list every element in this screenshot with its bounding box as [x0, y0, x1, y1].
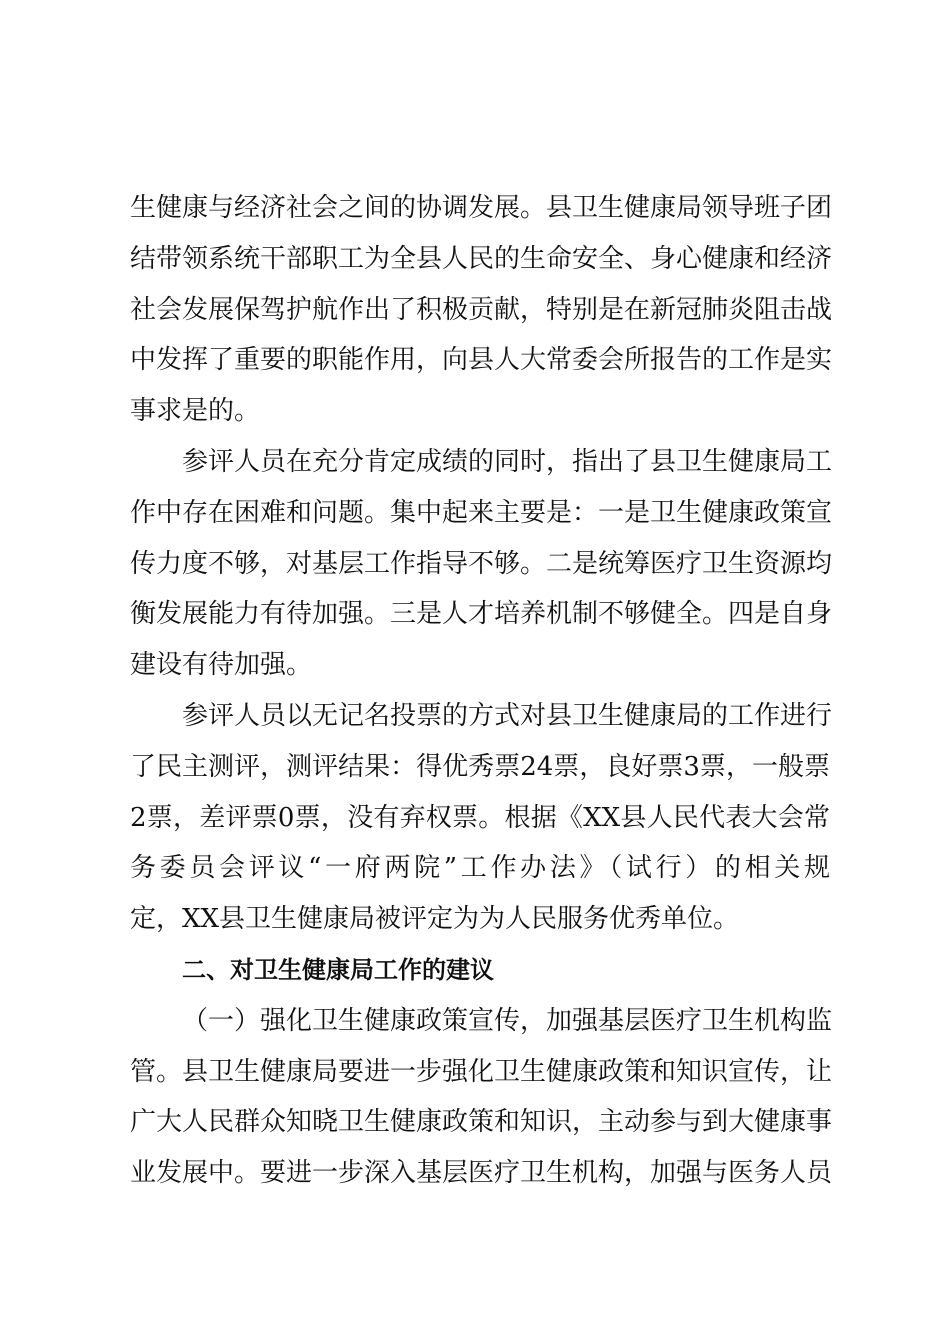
text-line: 社会发展保驾护航作出了积极贡献，特别是在新冠肺炎阻击战 — [130, 294, 833, 325]
text-line: 事求是的。 — [130, 396, 261, 427]
text-line: 衡发展能力有待加强。三是人才培养机制不够健全。四是自身 — [130, 599, 833, 630]
paragraph-problems — [130, 437, 833, 691]
document-page — [130, 183, 833, 1199]
paragraph-evaluation — [130, 691, 833, 945]
text-line: 管。县卫生健康局要进一步强化卫生健康政策和知识宣传，让 — [130, 1056, 833, 1087]
text-line: （一）强化卫生健康政策宣传，加强基层医疗卫生机构监 — [182, 1005, 833, 1036]
text-line: 定，XX县卫生健康局被评定为为人民服务优秀单位。 — [130, 904, 740, 935]
text-line: 建设有待加强。 — [130, 650, 313, 681]
text-line: 传力度不够，对基层工作指导不够。二是统筹医疗卫生资源均 — [130, 548, 833, 579]
section-heading: 二、对卫生健康局工作的建议 — [182, 955, 494, 984]
text-line: 参评人员在充分肯定成绩的同时，指出了县卫生健康局工 — [182, 446, 833, 477]
text-line: 广大人民群众知晓卫生健康政策和知识，主动参与到大健康事 — [130, 1107, 833, 1138]
text-line: 中发挥了重要的职能作用，向县人大常委会所报告的工作是实 — [130, 345, 833, 376]
text-line: 作中存在困难和问题。集中起来主要是：一是卫生健康政策宣 — [130, 497, 833, 528]
paragraph-conclusion — [130, 183, 833, 437]
text-line: 业发展中。要进一步深入基层医疗卫生机构，加强与医务人员 — [130, 1158, 833, 1189]
paragraph-suggestion-1 — [130, 996, 833, 1199]
text-line: 结带领系统干部职工为全县人民的生命安全、身心健康和经济 — [130, 243, 833, 274]
text-line: 务委员会评议“一府两院”工作办法》（试行）的相关规 — [130, 853, 830, 884]
text-line: 参评人员以无记名投票的方式对县卫生健康局的工作进行 — [182, 700, 833, 731]
text-line: 了民主测评，测评结果：得优秀票24票，良好票3票，一般票 — [130, 751, 830, 782]
text-line: 2票，差评票0票，没有弃权票。根据《XX县人民代表大会常 — [130, 802, 830, 833]
text-line: 生健康与经济社会之间的协调发展。县卫生健康局领导班子团 — [130, 193, 833, 223]
